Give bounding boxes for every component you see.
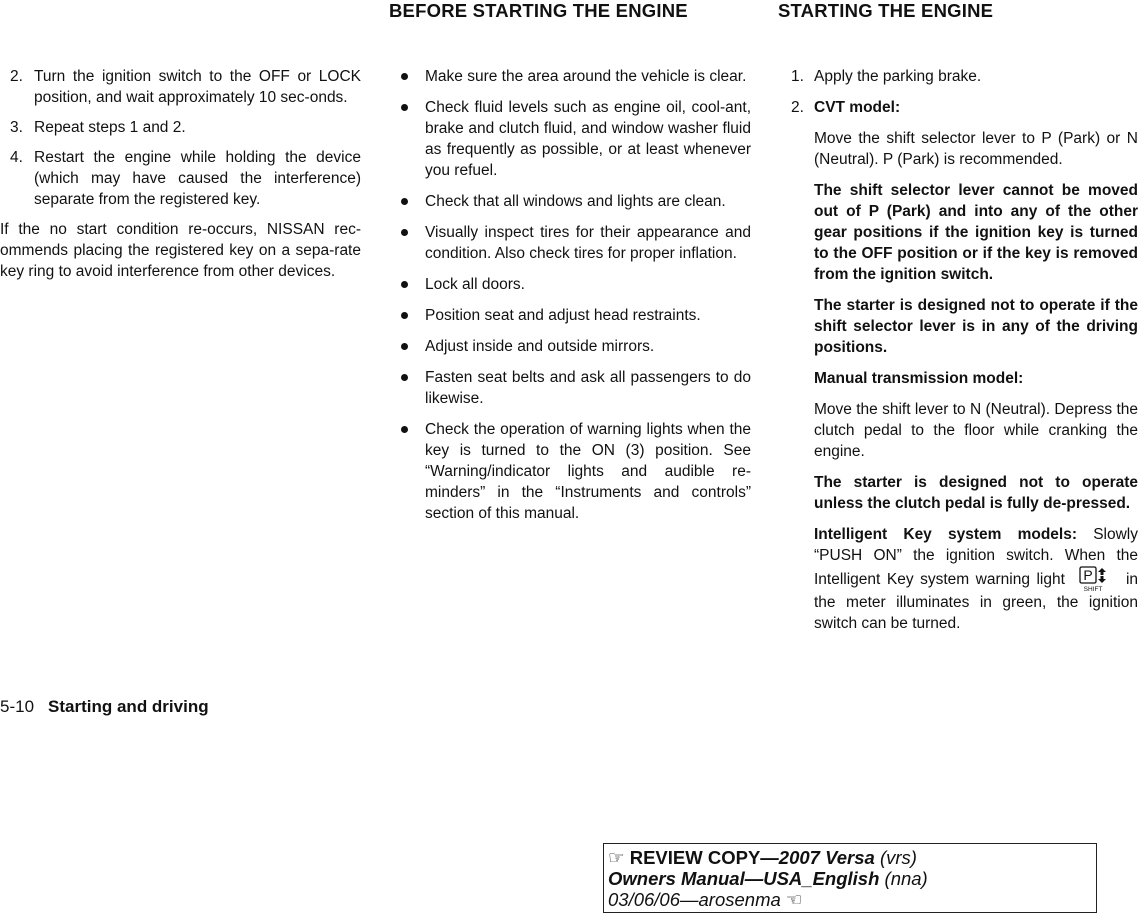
- review-label: REVIEW COPY—: [629, 847, 779, 868]
- checklist-text: Make sure the area around the vehicle is clear.: [425, 68, 747, 85]
- review-model: 2007 Versa: [778, 847, 875, 868]
- cvt-warning-starter: The starter is designed not to operate if the shift selector lever is in any of the driving positions.: [814, 297, 1138, 356]
- checklist-item: [400, 305, 751, 326]
- list-item: [0, 147, 361, 210]
- step-item: [788, 66, 1138, 87]
- manual-instruction: Move the shift lever to N (Neutral). Depress the clutch pedal to the floor while cranking the engine.: [814, 401, 1138, 460]
- checklist-item: [400, 191, 751, 212]
- checklist-item: [400, 367, 751, 409]
- list-text: Repeat steps 1 and 2.: [34, 119, 186, 136]
- list-item: [0, 117, 361, 138]
- checklist-item: [400, 222, 751, 264]
- review-date-author: 03/06/06—arosenma: [608, 889, 781, 910]
- shift-icon-letter: P: [1083, 567, 1094, 583]
- review-line-2: [608, 868, 1096, 889]
- step-number: 2.: [791, 99, 804, 116]
- left-column: [0, 66, 361, 282]
- review-line-3: [608, 889, 1096, 910]
- bullet-icon: [401, 426, 408, 433]
- pointing-hand-icon: ☞: [608, 847, 625, 868]
- manual-model-label: Manual transmission model:: [814, 370, 1024, 387]
- manual-warning: The starter is designed not to operate unless the clutch pedal is fully de-pressed.: [814, 474, 1138, 512]
- cvt-instruction: Move the shift selector lever to P (Park) or N (Neutral). P (Park) is recommended.: [814, 130, 1138, 168]
- checklist-item: [400, 419, 751, 524]
- bullet-icon: [401, 343, 408, 350]
- cvt-model-label: CVT model:: [814, 99, 901, 116]
- list-text: Turn the ignition switch to the OFF or LOCK position, and wait approximately 10 sec-onds.: [34, 68, 361, 106]
- intelligent-key-text-a: Slowly “PUSH ON” the ignition switch. When the Intelligent Key system warning light: [814, 526, 1138, 588]
- review-manual: Owners Manual—USA_English: [608, 868, 880, 889]
- page-number: 5-10: [0, 697, 35, 716]
- checklist-text: Check that all windows and lights are clean.: [425, 193, 726, 210]
- page-footer: [0, 697, 209, 717]
- step-number: 1.: [791, 68, 804, 85]
- checklist-text: Lock all doors.: [425, 276, 525, 293]
- list-number: 2.: [10, 68, 23, 85]
- step-text: Apply the parking brake.: [814, 68, 982, 85]
- shift-warning-light-icon: [1077, 566, 1113, 592]
- checklist-text: Check the operation of warning lights when the key is turned to the ON (3) position. See “Warning/indicator lights and audible re-minders” in the “Instruments and controls” section of this manual.: [425, 421, 751, 522]
- bullet-icon: [401, 198, 408, 205]
- checklist-item: [400, 97, 751, 181]
- section-header-starting-engine: STARTING THE ENGINE: [778, 0, 994, 21]
- intelligent-key-text-b: in the meter illuminates in green, the ignition switch can be turned.: [814, 571, 1139, 632]
- checklist-item: [400, 336, 751, 357]
- checklist-text: Visually inspect tires for their appearance and condition. Also check tires for proper inflation.: [425, 224, 751, 262]
- bullet-icon: [401, 312, 408, 319]
- checklist-text: Check fluid levels such as engine oil, cool-ant, brake and clutch fluid, and window washer fluid as frequently as possible, or at least whenever you refuel.: [425, 99, 751, 179]
- checklist-text: Fasten seat belts and ask all passengers to do likewise.: [425, 369, 751, 407]
- pointing-hand-left-icon: ☜: [785, 889, 803, 910]
- middle-column: [400, 66, 751, 534]
- checklist-text: Adjust inside and outside mirrors.: [425, 338, 655, 355]
- intelligent-key-label: Intelligent Key system models:: [814, 526, 1078, 543]
- review-manual-code: (nna): [884, 868, 928, 889]
- intelligent-key-paragraph: [814, 524, 1138, 634]
- review-copy-stamp: [603, 843, 1097, 913]
- checklist-text: Position seat and adjust head restraints.: [425, 307, 701, 324]
- review-line-1: [608, 847, 1096, 868]
- step-item: [788, 97, 1138, 118]
- list-number: 4.: [10, 149, 23, 166]
- shift-icon-caption: SHIFT: [1084, 586, 1103, 592]
- bullet-icon: [401, 73, 408, 80]
- right-column: [788, 66, 1138, 644]
- list-text: Restart the engine while holding the device (which may have caused the interference) separate from the registered key.: [34, 149, 361, 208]
- list-number: 3.: [10, 119, 23, 136]
- section-header-before-starting: BEFORE STARTING THE ENGINE: [389, 0, 688, 21]
- bullet-icon: [401, 281, 408, 288]
- cvt-warning-park: The shift selector lever cannot be moved out of P (Park) and into any of the other gear positions if the ignition key is turned to the OFF position or if the key is removed from the ignition switch.: [814, 182, 1138, 283]
- checklist-item: [400, 66, 751, 87]
- no-start-paragraph: If the no start condition re-occurs, NISSAN rec-ommends placing the registered key on a sepa-rate key ring to avoid interference from other devices.: [0, 221, 361, 280]
- bullet-icon: [401, 229, 408, 236]
- bullet-icon: [401, 104, 408, 111]
- review-model-code: (vrs): [879, 847, 917, 868]
- chapter-title: Starting and driving: [48, 697, 209, 716]
- bullet-icon: [401, 374, 408, 381]
- list-item: [0, 66, 361, 108]
- checklist-item: [400, 274, 751, 295]
